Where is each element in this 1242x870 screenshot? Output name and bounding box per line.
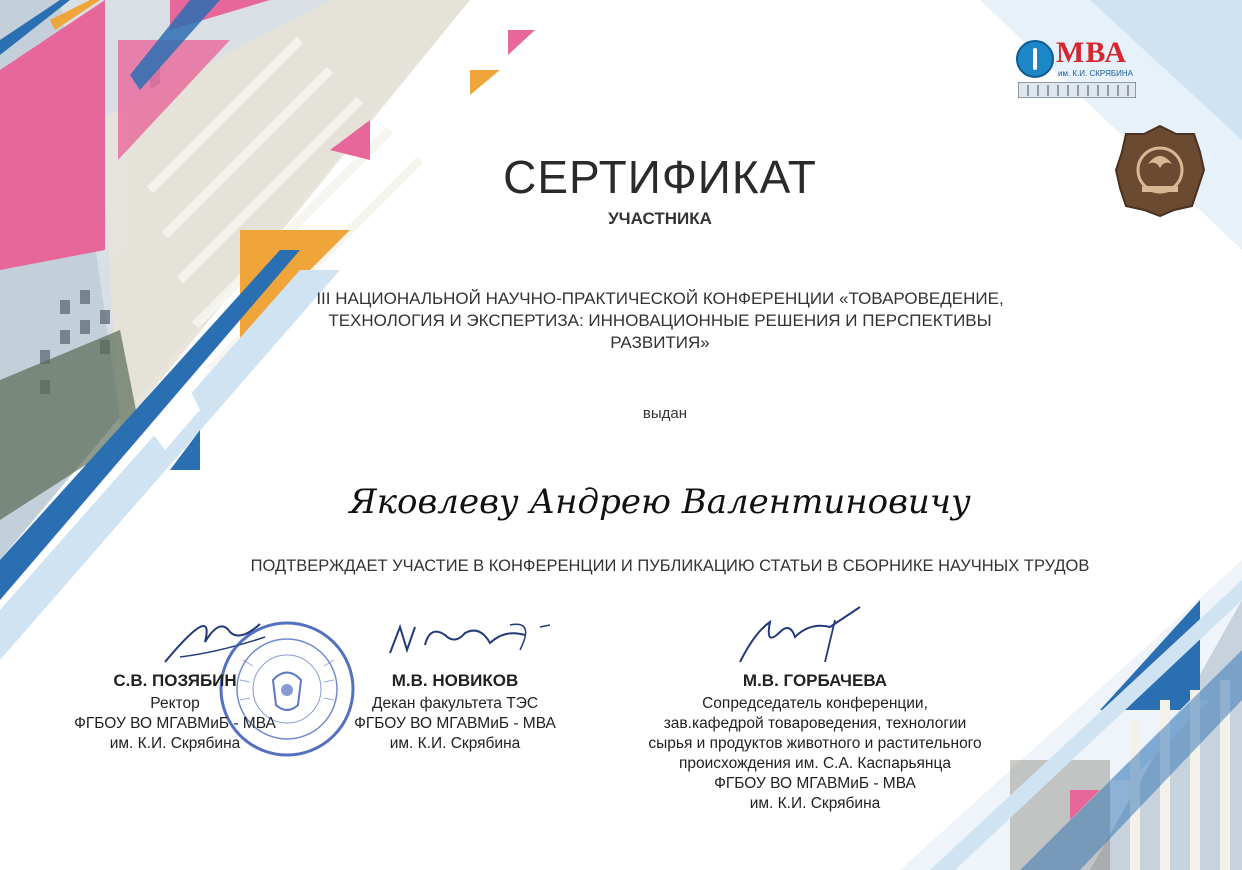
signatory-role: происхождения им. С.А. Каспарьянца	[679, 755, 951, 772]
signatory-role: зав.кафедрой товароведения, технологии	[663, 715, 967, 732]
signatory-name: М.В. НОВИКОВ	[391, 671, 519, 690]
logo-brand: МВА	[1056, 36, 1128, 69]
signatory-role: Ректор	[150, 695, 200, 712]
building-icon	[1018, 82, 1136, 98]
confirmation-text: ПОДТВЕРЖДАЕТ УЧАСТИЕ В КОНФЕРЕНЦИИ И ПУБЛИКАЦИЮ СТАТЬИ В СБОРНИКЕ НАУЧНЫХ ТРУДОВ	[250, 557, 1090, 575]
conference-line: III НАЦИОНАЛЬНОЙ НАУЧНО-ПРАКТИЧЕСКОЙ КОНФЕРЕНЦИИ «ТОВАРОВЕДЕНИЕ,	[316, 289, 1004, 308]
signatory-rector	[55, 671, 295, 754]
signatory-name: М.В. ГОРБАЧЕВА	[742, 671, 888, 690]
certificate-title: СЕРТИФИКАТ	[503, 151, 817, 203]
conference-line: РАЗВИТИЯ»	[610, 333, 710, 352]
signatory-role: Декан факультета ТЭС	[371, 695, 539, 712]
signatory-role: Сопредседатель конференции,	[702, 695, 928, 712]
signatory-role: им. К.И. Скрябина	[389, 735, 521, 752]
signature-gorbacheva	[735, 602, 865, 672]
signatory-role: им. К.И. Скрябина	[109, 735, 241, 752]
signatory-role: сырья и продуктов животного и растительного	[648, 735, 982, 752]
signatory-role: им. К.И. Скрябина	[749, 795, 881, 812]
recipient-name: Яковлеву Андрею Валентиновичу	[349, 482, 971, 522]
signature-novikov	[385, 615, 555, 660]
conference-name	[300, 288, 1020, 354]
issued-label: выдан	[642, 405, 688, 422]
signatory-role: ФГБОУ ВО МГАВМиБ - МВА	[354, 715, 556, 732]
signatory-name: С.В. ПОЗЯБИН	[113, 671, 237, 690]
signatory-cochair	[600, 671, 1030, 814]
conference-line: ТЕХНОЛОГИЯ И ЭКСПЕРТИЗА: ИННОВАЦИОННЫЕ РЕШЕНИЯ И ПЕРСПЕКТИВЫ	[328, 311, 992, 330]
certificate-subtitle: УЧАСТНИКА	[608, 209, 712, 228]
logo-subtitle: им. К.И. СКРЯБИНА	[1058, 69, 1133, 78]
signatory-role: ФГБОУ ВО МГАВМиБ - МВА	[74, 715, 276, 732]
mva-logo	[1014, 38, 1140, 100]
caduceus-icon	[1016, 40, 1054, 78]
faculty-emblem-icon	[1114, 124, 1206, 218]
signatory-role: ФГБОУ ВО МГАВМиБ - МВА	[714, 775, 916, 792]
signatory-dean	[330, 671, 580, 754]
